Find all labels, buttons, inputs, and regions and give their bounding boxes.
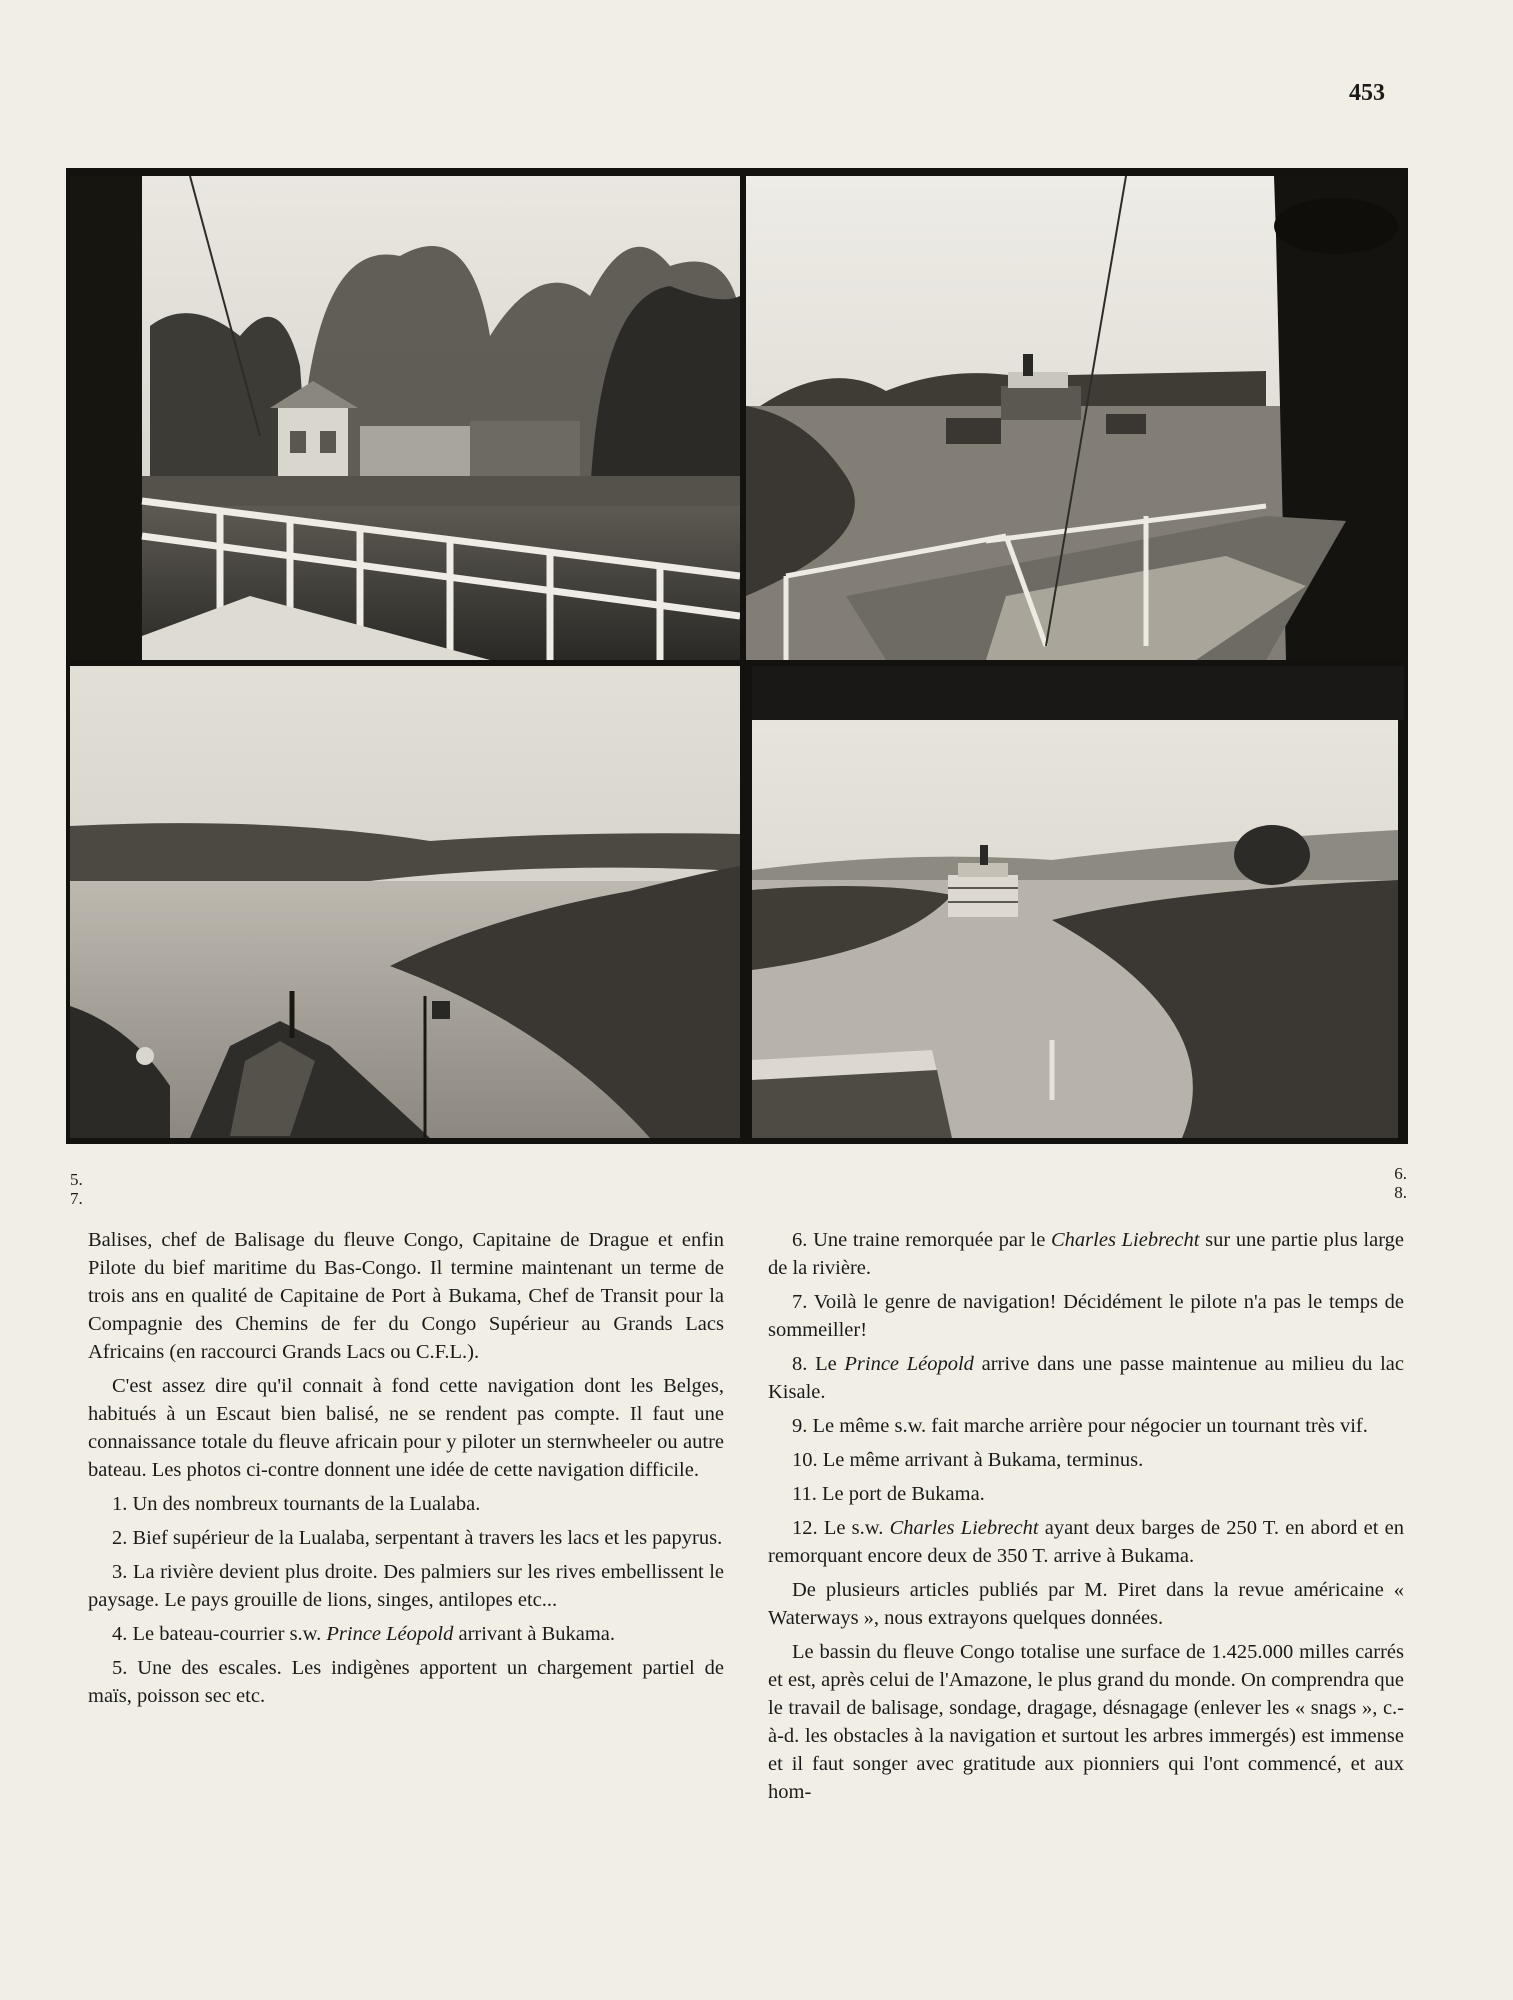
caption-8-text: 8. Le xyxy=(792,1353,845,1375)
photo-8 xyxy=(752,720,1398,1138)
photo-5 xyxy=(70,176,740,660)
page-number: 453 xyxy=(1349,80,1385,106)
caption-8-text-end: arrive dans une passe maintenue au milieu du lac Kisale. xyxy=(768,1353,1404,1403)
caption-6-text-end: sur une partie plus large de la rivière. xyxy=(768,1229,1405,1279)
photo-number-8: 8. xyxy=(1394,1183,1407,1202)
caption-2: 2. Bief supérieur de la Lualaba, serpentant à travers les lacs et les papyrus. xyxy=(112,1527,723,1549)
caption-12-ship-name: Charles Liebrecht xyxy=(889,1517,1039,1539)
paragraph-navigation: C'est assez dire qu'il connait à fond cette navigation dont les Belges, habitués à un Escaut bien balisé, ne se rendent pas compte. Il faut une connaissance totale du fleuve africain pour y piloter un sternwheeler ou autre bateau. Les photos ci-contre donnent une idée de cette navigation difficile. xyxy=(88,1375,724,1481)
photo-6 xyxy=(746,176,1404,660)
paragraph-waterways: De plusieurs articles publiés par M. Piret dans la revue américaine « Waterways », nous extrayons quelques données. xyxy=(768,1579,1404,1629)
photo-8-top-border xyxy=(752,666,1404,720)
caption-4-text-end: arrivant à Bukama. xyxy=(453,1623,616,1645)
paragraph-continuation: Balises, chef de Balisage du fleuve Congo, Capitaine de Drague et enfin Pilote du bief maritime du Bas-Congo. Il termine maintenant un terme de trois ans en qualité de Capitaine de Port à Bukama, Chef de Transit pour la Compagnie des Chemins de fer du Congo Supérieur au Grands Lacs Africains (en raccourci Grands Lacs ou C.F.L.). xyxy=(88,1229,724,1363)
caption-9: 9. Le même s.w. fait marche arrière pour négocier un tournant très vif. xyxy=(792,1415,1368,1437)
caption-1: 1. Un des nombreux tournants de la Lualaba. xyxy=(112,1493,481,1515)
caption-6-ship-name: Charles Liebrecht xyxy=(1051,1229,1200,1251)
left-column xyxy=(88,1226,724,1716)
caption-8-ship-name: Prince Léopold xyxy=(844,1353,974,1375)
caption-6 xyxy=(768,1226,1404,1282)
photo-numbers-left xyxy=(70,1170,83,1208)
caption-5: 5. Une des escales. Les indigènes apportent un chargement partiel de maïs, poisson sec etc. xyxy=(88,1657,724,1707)
caption-12-text: 12. Le s.w. xyxy=(792,1517,890,1539)
caption-12 xyxy=(768,1514,1404,1570)
caption-6-text: 6. Une traine remorquée par le xyxy=(792,1229,1051,1251)
caption-12-text-end: ayant deux barges de 250 T. en abord et en remorquant encore deux de 350 T. arrive à Bukama. xyxy=(768,1517,1404,1567)
caption-8 xyxy=(768,1350,1404,1406)
photo-number-7: 7. xyxy=(70,1189,83,1208)
caption-4-text: 4. Le bateau-courrier s.w. xyxy=(112,1623,327,1645)
photo-number-6: 6. xyxy=(1394,1164,1407,1183)
caption-4-ship-name: Prince Léopold xyxy=(326,1623,454,1645)
photo-numbers-right xyxy=(1394,1164,1407,1202)
caption-10: 10. Le même arrivant à Bukama, terminus. xyxy=(792,1449,1144,1471)
photo-grid xyxy=(66,168,1408,1144)
photo-number-5: 5. xyxy=(70,1170,83,1189)
caption-3: 3. La rivière devient plus droite. Des palmiers sur les rives embellissent le paysage. Le pays grouille de lions, singes, antilopes etc... xyxy=(88,1561,724,1611)
caption-11: 11. Le port de Bukama. xyxy=(792,1483,985,1505)
caption-4 xyxy=(88,1620,724,1648)
right-column xyxy=(768,1226,1404,1812)
photo-7 xyxy=(70,666,740,1138)
paragraph-basin: Le bassin du fleuve Congo totalise une surface de 1.425.000 milles carrés et est, après celui de l'Amazone, le plus grand du monde. On comprendra que le travail de balisage, sondage, dragage, désnagage (enlever les « snags », c.-à-d. les obstacles à la navigation et surtout les arbres immergés) est immense et il faut songer avec gratitude aux pionniers qui l'ont commencé, et aux hom- xyxy=(768,1641,1404,1803)
caption-7: 7. Voilà le genre de navigation! Décidément le pilote n'a pas le temps de sommeiller! xyxy=(768,1291,1404,1341)
